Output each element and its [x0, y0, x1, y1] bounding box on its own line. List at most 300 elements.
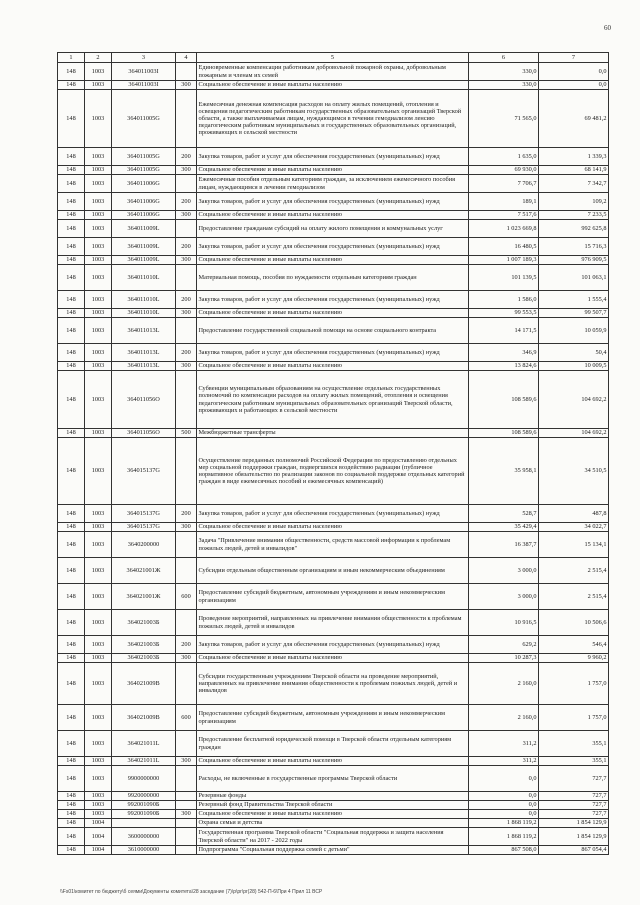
table-row [58, 148, 609, 166]
table-row [58, 532, 609, 558]
cell-admin-code: 148 [58, 175, 85, 193]
cell-description: Социальное обеспечение и иные выплаты населению [197, 256, 469, 265]
cell-target-article: 364021009В [112, 663, 176, 705]
cell-admin-code: 148 [58, 819, 85, 828]
cell-section-code: 1003 [85, 558, 112, 584]
cell-description: Социальное обеспечение и иные выплаты населению [197, 654, 469, 663]
cell-description: Материальная помощь, пособия по нуждаемости отдельным категориям граждан [197, 265, 469, 291]
cell-description: Закупка товаров, работ и услуг для обеспечения государственных (муниципальных) нужд [197, 148, 469, 166]
cell-executed-amount: 68 141,9 [539, 166, 609, 175]
cell-description: Закупка товаров, работ и услуг для обеспечения государственных (муниципальных) нужд [197, 505, 469, 523]
cell-executed-amount: 101 063,1 [539, 265, 609, 291]
cell-target-article: 364015137G [112, 505, 176, 523]
cell-expense-type: 200 [176, 505, 197, 523]
cell-description: Социальное обеспечение и иные выплаты населению [197, 523, 469, 532]
cell-description: Закупка товаров, работ и услуг для обеспечения государственных (муниципальных) нужд [197, 193, 469, 211]
table-row [58, 211, 609, 220]
table-row [58, 663, 609, 705]
cell-approved-amount: 189,1 [469, 193, 539, 211]
cell-section-code: 1003 [85, 757, 112, 766]
cell-target-article: 364021003Б [112, 610, 176, 636]
cell-approved-amount: 99 553,5 [469, 309, 539, 318]
table-row [58, 828, 609, 846]
table-row [58, 654, 609, 663]
cell-section-code: 1003 [85, 523, 112, 532]
cell-executed-amount: 104 692,2 [539, 371, 609, 429]
cell-executed-amount: 355,1 [539, 731, 609, 757]
cell-approved-amount: 10 287,3 [469, 654, 539, 663]
cell-executed-amount: 9 960,2 [539, 654, 609, 663]
cell-section-code: 1003 [85, 220, 112, 238]
cell-expense-type: 300 [176, 211, 197, 220]
cell-description: Субсидии отдельным общественным организациям и иным некоммерческим объединениям [197, 558, 469, 584]
cell-expense-type: 300 [176, 810, 197, 819]
page-number: 60 [604, 24, 611, 32]
cell-executed-amount: 546,4 [539, 636, 609, 654]
cell-section-code: 1003 [85, 610, 112, 636]
cell-expense-type: 300 [176, 309, 197, 318]
cell-target-article: 364011003I [112, 81, 176, 90]
cell-expense-type [176, 438, 197, 505]
cell-description: Расходы, не включенные в государственные программы Тверской области [197, 766, 469, 792]
cell-section-code: 1003 [85, 810, 112, 819]
cell-executed-amount: 992 625,8 [539, 220, 609, 238]
table-row [58, 846, 609, 855]
cell-description: Субсидии государственным учреждениям Тверской области на проведение мероприятий, направленных на привлечение внимания общественности к проблемам пожилых людей, детей и инвалидов [197, 663, 469, 705]
cell-admin-code: 148 [58, 90, 85, 148]
cell-description: Субвенции муниципальным образованиям на осуществление отдельных государственных полномочий по компенсации расходов на оплату жилых помещений, отопления и освещения педагогическим работникам муниципальных образовательных организаций Тверской области, проживающих и работающих в сельской местности [197, 371, 469, 429]
cell-admin-code: 148 [58, 766, 85, 792]
cell-approved-amount: 14 171,5 [469, 318, 539, 344]
cell-section-code: 1003 [85, 291, 112, 309]
cell-expense-type [176, 558, 197, 584]
cell-expense-type [176, 828, 197, 846]
table-row [58, 309, 609, 318]
table-row [58, 371, 609, 429]
cell-section-code: 1003 [85, 705, 112, 731]
cell-expense-type [176, 90, 197, 148]
cell-admin-code: 148 [58, 429, 85, 438]
cell-admin-code: 148 [58, 663, 85, 705]
cell-target-article: 364015137G [112, 438, 176, 505]
cell-section-code: 1003 [85, 265, 112, 291]
cell-executed-amount: 10 009,5 [539, 362, 609, 371]
cell-expense-type [176, 731, 197, 757]
cell-section-code: 1003 [85, 584, 112, 610]
cell-approved-amount: 629,2 [469, 636, 539, 654]
table-row [58, 731, 609, 757]
cell-expense-type: 200 [176, 291, 197, 309]
cell-description: Государственная программа Тверской области "Социальная поддержка и защита населения Тверской области" на 2017 - 2022 годы [197, 828, 469, 846]
cell-executed-amount: 34 022,7 [539, 523, 609, 532]
cell-target-article: 364011010L [112, 265, 176, 291]
cell-expense-type: 200 [176, 238, 197, 256]
table-row [58, 792, 609, 801]
cell-expense-type [176, 610, 197, 636]
cell-description: Социальное обеспечение и иные выплаты населению [197, 309, 469, 318]
table-body [58, 63, 609, 855]
cell-admin-code: 148 [58, 265, 85, 291]
cell-expense-type [176, 220, 197, 238]
cell-description: Задача "Привлечение внимания общественности, средств массовой информации к проблемам пожилых людей, детей и инвалидов" [197, 532, 469, 558]
cell-expense-type [176, 175, 197, 193]
cell-executed-amount: 7 233,5 [539, 211, 609, 220]
cell-approved-amount: 1 023 669,8 [469, 220, 539, 238]
cell-target-article: 364011003I [112, 63, 176, 81]
cell-executed-amount: 355,1 [539, 757, 609, 766]
cell-description: Охрана семьи и детства [197, 819, 469, 828]
cell-section-code: 1004 [85, 846, 112, 855]
cell-admin-code: 148 [58, 610, 85, 636]
cell-admin-code: 148 [58, 362, 85, 371]
cell-approved-amount: 101 139,5 [469, 265, 539, 291]
cell-target-article: 364021003Б [112, 636, 176, 654]
cell-admin-code: 148 [58, 256, 85, 265]
cell-target-article: 364011005G [112, 148, 176, 166]
cell-executed-amount: 104 692,2 [539, 429, 609, 438]
header-col-4: 4 [176, 53, 197, 63]
cell-section-code: 1003 [85, 193, 112, 211]
cell-executed-amount: 34 510,5 [539, 438, 609, 505]
cell-executed-amount: 7 342,7 [539, 175, 609, 193]
cell-approved-amount: 7 517,6 [469, 211, 539, 220]
cell-approved-amount: 108 589,6 [469, 371, 539, 429]
table-row [58, 344, 609, 362]
table-row [58, 584, 609, 610]
table-row [58, 265, 609, 291]
cell-target-article: 364021011L [112, 757, 176, 766]
cell-section-code: 1003 [85, 766, 112, 792]
cell-approved-amount: 35 429,4 [469, 523, 539, 532]
cell-approved-amount: 13 824,6 [469, 362, 539, 371]
cell-target-article: 364011013L [112, 344, 176, 362]
table-row [58, 558, 609, 584]
cell-approved-amount: 0,0 [469, 766, 539, 792]
cell-executed-amount: 727,7 [539, 792, 609, 801]
cell-admin-code: 148 [58, 792, 85, 801]
cell-description: Социальное обеспечение и иные выплаты населению [197, 81, 469, 90]
cell-approved-amount: 16 387,7 [469, 532, 539, 558]
cell-approved-amount: 1 586,0 [469, 291, 539, 309]
cell-admin-code: 148 [58, 523, 85, 532]
cell-description: Социальное обеспечение и иные выплаты населению [197, 810, 469, 819]
table-row [58, 610, 609, 636]
cell-expense-type: 200 [176, 193, 197, 211]
cell-target-article: 364021003Б [112, 654, 176, 663]
cell-target-article [112, 819, 176, 828]
cell-executed-amount: 109,2 [539, 193, 609, 211]
cell-section-code: 1003 [85, 309, 112, 318]
cell-target-article: 364021001Ж [112, 558, 176, 584]
cell-admin-code: 148 [58, 166, 85, 175]
cell-approved-amount: 1 007 189,3 [469, 256, 539, 265]
cell-expense-type [176, 819, 197, 828]
cell-approved-amount: 1 868 119,2 [469, 828, 539, 846]
cell-approved-amount: 71 565,0 [469, 90, 539, 148]
table-row [58, 193, 609, 211]
cell-target-article: 364011006G [112, 193, 176, 211]
cell-description: Единовременные компенсации работникам добровольной пожарной охраны, добровольным пожарным и членам их семей [197, 63, 469, 81]
cell-description: Социальное обеспечение и иные выплаты населению [197, 362, 469, 371]
cell-admin-code: 148 [58, 211, 85, 220]
cell-admin-code: 148 [58, 757, 85, 766]
table-row [58, 362, 609, 371]
cell-approved-amount: 2 160,0 [469, 663, 539, 705]
cell-expense-type: 500 [176, 429, 197, 438]
cell-approved-amount: 330,0 [469, 63, 539, 81]
table-row [58, 801, 609, 810]
cell-target-article: 364011005G [112, 90, 176, 148]
cell-target-article: 364011009L [112, 220, 176, 238]
cell-section-code: 1003 [85, 532, 112, 558]
cell-target-article: 3610000000 [112, 846, 176, 855]
cell-description: Проведение мероприятий, направленных на привлечение внимания общественности к проблемам пожилых людей, детей и инвалидов [197, 610, 469, 636]
cell-executed-amount: 1 555,4 [539, 291, 609, 309]
cell-expense-type [176, 532, 197, 558]
cell-description: Межбюджетные трансферты [197, 429, 469, 438]
cell-target-article: 992001090Б [112, 801, 176, 810]
cell-section-code: 1003 [85, 371, 112, 429]
cell-target-article: 364015137G [112, 523, 176, 532]
cell-target-article: 364021009В [112, 705, 176, 731]
cell-executed-amount: 50,4 [539, 344, 609, 362]
cell-admin-code: 148 [58, 81, 85, 90]
cell-description: Резервный фонд Правительства Тверской области [197, 801, 469, 810]
cell-description: Закупка товаров, работ и услуг для обеспечения государственных (муниципальных) нужд [197, 636, 469, 654]
header-col-7: 7 [539, 53, 609, 63]
cell-target-article: 364011006G [112, 175, 176, 193]
table-header-row [58, 53, 609, 63]
table-row [58, 438, 609, 505]
cell-approved-amount: 108 589,6 [469, 429, 539, 438]
cell-admin-code: 148 [58, 148, 85, 166]
cell-target-article: 992001090Б [112, 810, 176, 819]
cell-admin-code: 148 [58, 193, 85, 211]
cell-expense-type: 300 [176, 757, 197, 766]
cell-admin-code: 148 [58, 505, 85, 523]
cell-description: Предоставление гражданам субсидий на оплату жилого помещения и коммунальных услуг [197, 220, 469, 238]
cell-description: Предоставление бесплатной юридической помощи в Тверской области отдельным категориям граждан [197, 731, 469, 757]
table-row [58, 81, 609, 90]
table-row [58, 166, 609, 175]
cell-expense-type [176, 801, 197, 810]
table-row [58, 766, 609, 792]
cell-expense-type: 300 [176, 362, 197, 371]
cell-admin-code: 148 [58, 291, 85, 309]
cell-section-code: 1003 [85, 256, 112, 265]
cell-approved-amount: 1 635,0 [469, 148, 539, 166]
cell-target-article: 364011010L [112, 291, 176, 309]
cell-section-code: 1004 [85, 819, 112, 828]
cell-description: Подпрограмма "Социальная поддержка семей с детьми" [197, 846, 469, 855]
table-row [58, 175, 609, 193]
cell-description: Предоставление государственной социальной помощи на основе социального контракта [197, 318, 469, 344]
cell-section-code: 1003 [85, 211, 112, 220]
cell-target-article: 364021001Ж [112, 584, 176, 610]
table-row [58, 429, 609, 438]
cell-executed-amount: 1 854 129,9 [539, 828, 609, 846]
cell-expense-type [176, 792, 197, 801]
cell-admin-code: 148 [58, 371, 85, 429]
cell-section-code: 1003 [85, 663, 112, 705]
cell-section-code: 1003 [85, 362, 112, 371]
cell-section-code: 1003 [85, 318, 112, 344]
cell-target-article: 3640200000 [112, 532, 176, 558]
footer-file-path: \\Fs01\комитет по бюджету\б сеями\Документы комитета\28 заседание (7)\p\pr\pr(28) 542-П-6\При 4 Прил 11 ВСР [60, 889, 323, 895]
cell-executed-amount: 1 757,0 [539, 663, 609, 705]
cell-section-code: 1003 [85, 148, 112, 166]
cell-target-article: 9900000000 [112, 766, 176, 792]
cell-approved-amount: 2 160,0 [469, 705, 539, 731]
cell-admin-code: 148 [58, 63, 85, 81]
table-row [58, 523, 609, 532]
cell-executed-amount: 15 716,3 [539, 238, 609, 256]
cell-executed-amount: 867 054,4 [539, 846, 609, 855]
table-row [58, 256, 609, 265]
cell-executed-amount: 2 515,4 [539, 558, 609, 584]
cell-approved-amount: 3 000,0 [469, 558, 539, 584]
cell-expense-type [176, 371, 197, 429]
cell-executed-amount: 487,8 [539, 505, 609, 523]
cell-section-code: 1003 [85, 63, 112, 81]
cell-section-code: 1003 [85, 654, 112, 663]
cell-description: Социальное обеспечение и иные выплаты населению [197, 211, 469, 220]
cell-approved-amount: 311,2 [469, 757, 539, 766]
cell-target-article: 9920000000 [112, 792, 176, 801]
cell-description: Социальное обеспечение и иные выплаты населению [197, 166, 469, 175]
cell-section-code: 1003 [85, 505, 112, 523]
cell-section-code: 1004 [85, 828, 112, 846]
cell-expense-type: 600 [176, 584, 197, 610]
cell-expense-type [176, 318, 197, 344]
table-row [58, 90, 609, 148]
cell-expense-type [176, 265, 197, 291]
cell-expense-type [176, 766, 197, 792]
cell-approved-amount: 528,7 [469, 505, 539, 523]
cell-section-code: 1003 [85, 636, 112, 654]
cell-executed-amount: 1 339,3 [539, 148, 609, 166]
cell-admin-code: 148 [58, 238, 85, 256]
table-row [58, 291, 609, 309]
cell-description: Предоставление субсидий бюджетным, автономным учреждениям и иным некоммерческим организациям [197, 584, 469, 610]
cell-admin-code: 148 [58, 654, 85, 663]
cell-executed-amount: 0,0 [539, 81, 609, 90]
cell-executed-amount: 10 059,9 [539, 318, 609, 344]
cell-executed-amount: 0,0 [539, 63, 609, 81]
cell-approved-amount: 330,0 [469, 81, 539, 90]
cell-section-code: 1003 [85, 90, 112, 148]
table-row [58, 757, 609, 766]
cell-target-article: 364011013L [112, 362, 176, 371]
cell-expense-type: 300 [176, 166, 197, 175]
cell-admin-code: 148 [58, 532, 85, 558]
cell-approved-amount: 867 508,0 [469, 846, 539, 855]
budget-table [57, 52, 609, 855]
cell-description: Социальное обеспечение и иные выплаты населению [197, 757, 469, 766]
cell-executed-amount: 15 134,1 [539, 532, 609, 558]
cell-admin-code: 148 [58, 731, 85, 757]
cell-expense-type: 300 [176, 256, 197, 265]
cell-executed-amount: 69 481,2 [539, 90, 609, 148]
cell-target-article: 364021011L [112, 731, 176, 757]
cell-admin-code: 148 [58, 220, 85, 238]
cell-admin-code: 148 [58, 801, 85, 810]
cell-executed-amount: 2 515,4 [539, 584, 609, 610]
cell-expense-type: 300 [176, 81, 197, 90]
cell-approved-amount: 346,9 [469, 344, 539, 362]
cell-approved-amount: 69 930,0 [469, 166, 539, 175]
cell-target-article: 3600000000 [112, 828, 176, 846]
cell-description: Закупка товаров, работ и услуг для обеспечения государственных (муниципальных) нужд [197, 238, 469, 256]
cell-expense-type [176, 663, 197, 705]
cell-target-article: 364011013L [112, 318, 176, 344]
cell-description: Ежемесячные пособия отдельным категориям граждан, за исключением ежемесячного пособия лицам, нуждающимся в лечении гемодиализом [197, 175, 469, 193]
table-row [58, 810, 609, 819]
cell-description: Закупка товаров, работ и услуг для обеспечения государственных (муниципальных) нужд [197, 344, 469, 362]
cell-section-code: 1003 [85, 344, 112, 362]
cell-description: Ежемесячная денежная компенсация расходов на оплату жилых помещений, отопления и освещения педагогическим работникам государственных образовательных организаций Тверской области, а также выплачиваемая лицам, нуждающимся в течении гемодиализом ленсию педагогическим работникам муниципальных и государственных образовательных организаций, проживающих в сельской местности [197, 90, 469, 148]
cell-approved-amount: 0,0 [469, 810, 539, 819]
cell-admin-code: 148 [58, 344, 85, 362]
cell-admin-code: 148 [58, 584, 85, 610]
cell-section-code: 1003 [85, 801, 112, 810]
cell-section-code: 1003 [85, 438, 112, 505]
cell-target-article: 364011009L [112, 238, 176, 256]
table-row [58, 705, 609, 731]
cell-expense-type [176, 846, 197, 855]
table-row [58, 636, 609, 654]
cell-description: Осуществление переданных полномочий Российской Федерации по предоставлению отдельных мер социальной поддержки граждан, подвергшихся воздействию радиации (публичное нормативное обязательство по реализации законов по социальной поддержке отдельных категорий граждан в виде ежемесячных пособий и ежемесячных компенсаций) [197, 438, 469, 505]
cell-executed-amount: 727,7 [539, 810, 609, 819]
table-row [58, 819, 609, 828]
cell-target-article: 364011006G [112, 211, 176, 220]
cell-expense-type: 200 [176, 636, 197, 654]
cell-approved-amount: 10 916,5 [469, 610, 539, 636]
cell-section-code: 1003 [85, 429, 112, 438]
cell-section-code: 1003 [85, 81, 112, 90]
cell-target-article: 364011005G [112, 166, 176, 175]
cell-approved-amount: 0,0 [469, 801, 539, 810]
header-col-1: 1 [58, 53, 85, 63]
cell-target-article: 364011010L [112, 309, 176, 318]
cell-admin-code: 148 [58, 810, 85, 819]
cell-section-code: 1003 [85, 792, 112, 801]
cell-approved-amount: 0,0 [469, 792, 539, 801]
cell-admin-code: 148 [58, 438, 85, 505]
table-row [58, 220, 609, 238]
cell-executed-amount: 727,7 [539, 766, 609, 792]
cell-admin-code: 148 [58, 318, 85, 344]
table-row [58, 63, 609, 81]
cell-executed-amount: 976 909,5 [539, 256, 609, 265]
cell-expense-type: 200 [176, 344, 197, 362]
cell-executed-amount: 10 506,6 [539, 610, 609, 636]
cell-admin-code: 148 [58, 846, 85, 855]
header-col-5: 5 [197, 53, 469, 63]
cell-admin-code: 148 [58, 828, 85, 846]
cell-target-article: 364011056O [112, 429, 176, 438]
cell-admin-code: 148 [58, 558, 85, 584]
cell-description: Закупка товаров, работ и услуг для обеспечения государственных (муниципальных) нужд [197, 291, 469, 309]
cell-expense-type: 600 [176, 705, 197, 731]
cell-section-code: 1003 [85, 175, 112, 193]
cell-section-code: 1003 [85, 238, 112, 256]
cell-admin-code: 148 [58, 309, 85, 318]
cell-expense-type: 200 [176, 148, 197, 166]
cell-section-code: 1003 [85, 166, 112, 175]
cell-approved-amount: 16 480,5 [469, 238, 539, 256]
header-col-2: 2 [85, 53, 112, 63]
